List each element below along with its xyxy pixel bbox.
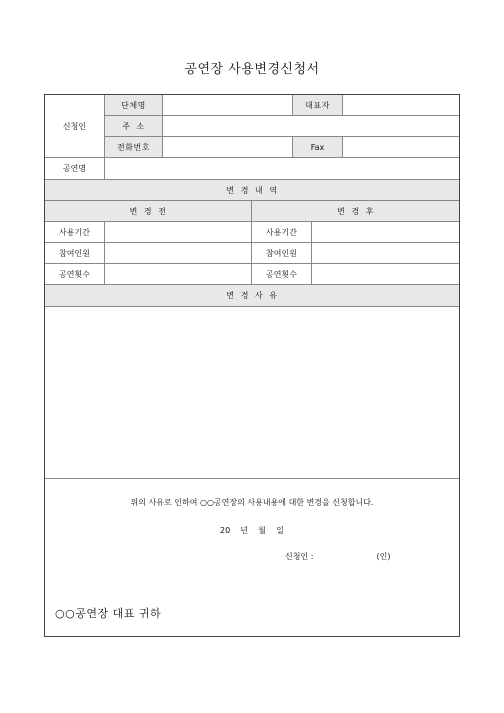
org-name-label: 단체명 [105, 95, 163, 116]
before-period-label: 사용기간 [45, 222, 105, 243]
performance-name-label: 공연명 [45, 158, 105, 180]
seal-label: (인) [376, 552, 391, 561]
fax-field[interactable] [343, 137, 459, 158]
declaration-text: 위의 사유로 인하여 ○○공연장의 사용내용에 대한 변경을 신청합니다. [130, 498, 374, 507]
addressee: ○○공연장 대표 귀하 [55, 607, 162, 620]
performance-name-field[interactable] [105, 158, 459, 180]
before-header: 변 경 전 [45, 201, 252, 222]
reason-field[interactable] [45, 307, 459, 479]
after-header: 변 경 후 [252, 201, 459, 222]
address-field[interactable] [163, 116, 459, 137]
after-count-label: 공연횟수 [252, 264, 312, 285]
phone-label: 전화번호 [105, 137, 163, 158]
representative-label: 대표자 [293, 95, 343, 116]
before-participants-field[interactable] [105, 243, 252, 264]
org-name-field[interactable] [163, 95, 293, 116]
fax-label: Fax [293, 137, 343, 158]
change-details-header: 변 경 내 역 [45, 180, 459, 201]
after-period-label: 사용기간 [252, 222, 312, 243]
address-label: 주 소 [105, 116, 163, 137]
form-title: 공연장 사용변경신청서 [184, 62, 320, 77]
phone-field[interactable] [163, 137, 293, 158]
signature-label: 신청인 : [285, 552, 314, 561]
after-participants-field[interactable] [312, 243, 459, 264]
date-line: 20 년 월 일 [220, 526, 284, 535]
representative-field[interactable] [343, 95, 459, 116]
change-request-form [44, 94, 460, 637]
after-count-field[interactable] [312, 264, 459, 285]
before-count-label: 공연횟수 [45, 264, 105, 285]
signature-line [285, 551, 391, 562]
before-count-field[interactable] [105, 264, 252, 285]
after-participants-label: 참여인원 [252, 243, 312, 264]
before-participants-label: 참여인원 [45, 243, 105, 264]
after-period-field[interactable] [312, 222, 459, 243]
reason-header: 변 경 사 유 [45, 285, 459, 307]
applicant-label: 신청인 [45, 95, 105, 158]
before-period-field[interactable] [105, 222, 252, 243]
